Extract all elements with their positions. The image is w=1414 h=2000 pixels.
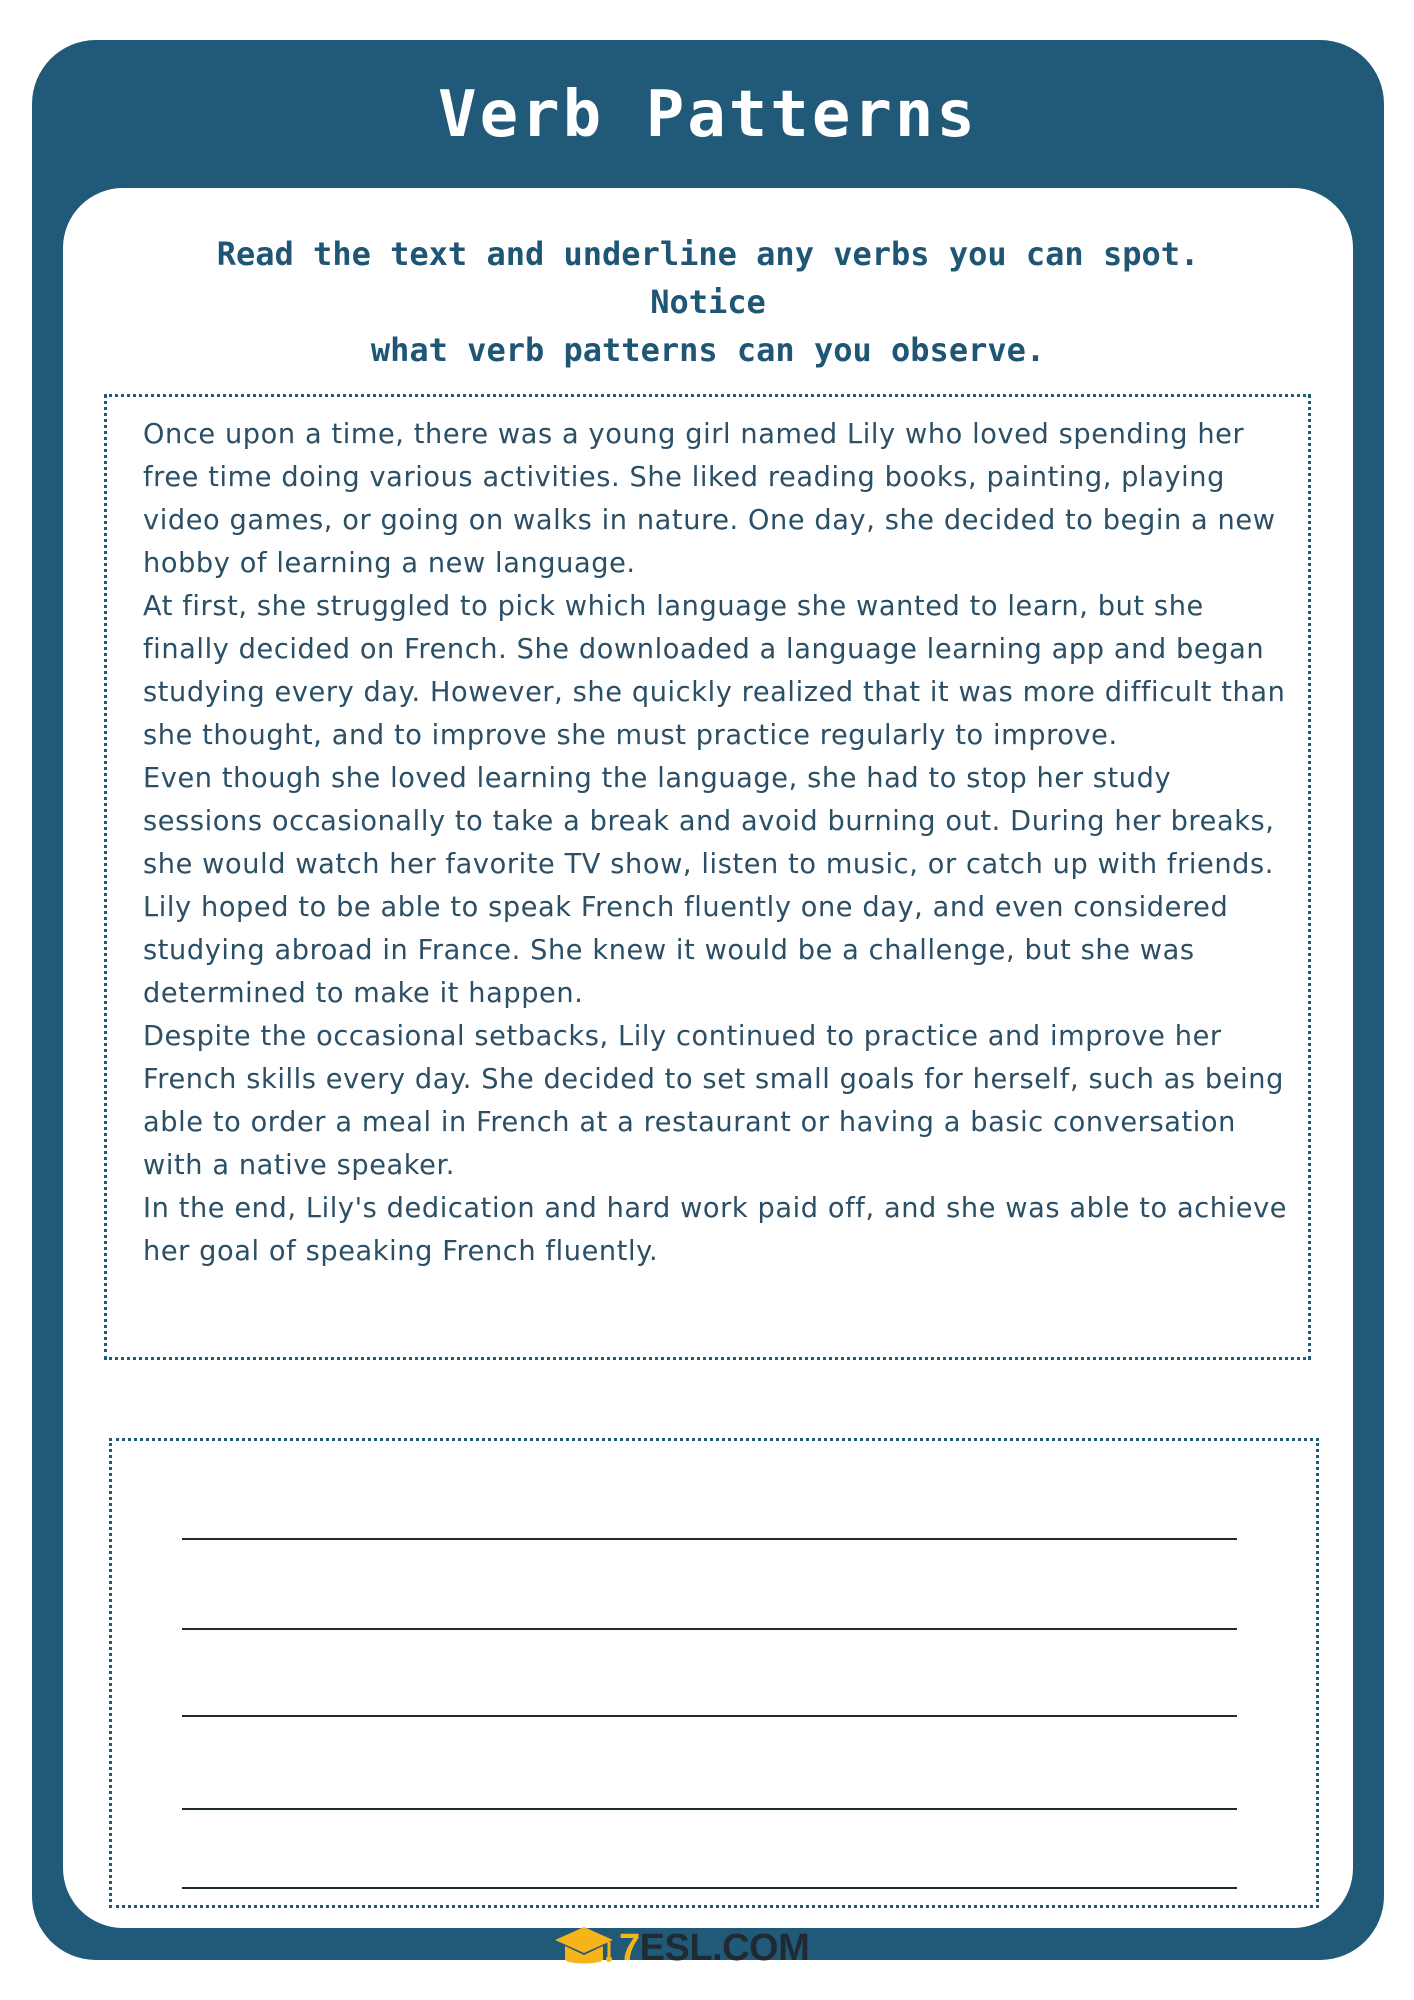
answer-line[interactable] bbox=[182, 1715, 1237, 1717]
worksheet-sheet bbox=[63, 188, 1353, 1969]
reading-passage bbox=[143, 413, 1293, 1273]
passage-paragraph-5: Despite the occasional setbacks, Lily continued to practice and improve her French skills every day. She decided to set small goals for herself, such as being able to order a meal in French at a restaurant or having a basic conversation with a native speaker. bbox=[143, 1021, 1284, 1181]
answer-line[interactable] bbox=[182, 1628, 1237, 1630]
logo-seven: 7 bbox=[619, 1927, 640, 1969]
instructions-line-1: Read the text and underline any verbs you can spot. Notice bbox=[216, 235, 1200, 321]
passage-paragraph-4: Lily hoped to be able to speak French fluently one day, and even considered studying abroad in France. She knew it would be a challenge, but she was determined to make it happen. bbox=[143, 892, 1229, 1009]
7esl-logo bbox=[553, 1923, 809, 1973]
worksheet-title: Verb Patterns bbox=[438, 78, 978, 152]
answer-line[interactable] bbox=[182, 1808, 1237, 1810]
passage-paragraph-6: In the end, Lily's dedication and hard work paid off, and she was able to achieve her goal of speaking French fluently. bbox=[143, 1193, 1288, 1267]
passage-paragraph-3: Even though she loved learning the language, she had to stop her study sessions occasionally to take a break and avoid burning out. During her breaks, she would watch her favorite TV show, listen to music, or catch up with friends. bbox=[143, 763, 1275, 880]
graduation-cap-icon bbox=[553, 1923, 615, 1973]
reading-passage-box bbox=[104, 394, 1311, 1360]
passage-paragraph-2: At first, she struggled to pick which language she wanted to learn, but she finally decided on French. She downloaded a language learning app and began studying every day. However, she quickly realized that it was more difficult than she thought, and to improve she must practice regularly to improve. bbox=[143, 591, 1286, 751]
answer-area bbox=[109, 1438, 1319, 1908]
logo-text bbox=[619, 1923, 809, 1973]
logo-esl: ESL.COM bbox=[639, 1927, 810, 1969]
worksheet-frame bbox=[32, 40, 1384, 1969]
instructions-line-2: what verb patterns can you observe. bbox=[370, 331, 1046, 369]
passage-paragraph-1: Once upon a time, there was a young girl named Lily who loved spending her free time doing various activities. She liked reading books, painting, playing video games, or going on walks in nature. One day, she decided to begin a new hobby of learning a new language. bbox=[143, 419, 1276, 579]
answer-line[interactable] bbox=[182, 1887, 1237, 1889]
answer-line[interactable] bbox=[182, 1538, 1237, 1540]
instructions bbox=[163, 230, 1253, 374]
